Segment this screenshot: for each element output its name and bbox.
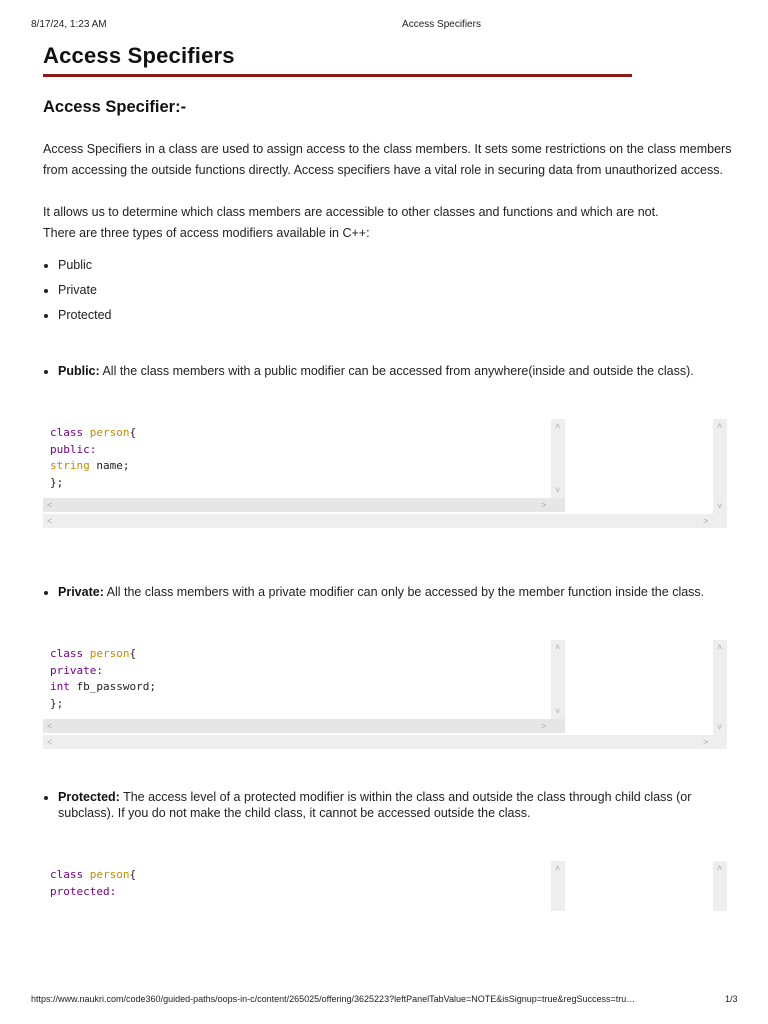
outer-vertical-scrollbar[interactable] [713,419,727,514]
list-item [58,363,733,379]
scroll-left-icon[interactable]: ˂ [47,737,53,747]
scroll-left-icon[interactable]: ˂ [47,500,53,510]
definition-term: Public: [58,364,100,378]
code-brace: { [129,647,137,660]
intro-paragraph: Access Specifiers in a class are used to assign access to the class members. It sets some restrictions on the class members from accessing the outside functions directly. Access specifiers have a vital role in securing data from unauthorized access. [43,142,732,177]
scroll-right-icon[interactable]: ˃ [541,721,547,731]
scroll-up-icon[interactable]: ˄ [555,863,561,873]
code-brace: { [129,426,137,439]
code-member: fb_password; [69,680,156,693]
scroll-down-icon[interactable]: ˅ [717,722,723,732]
definition-term: Private: [58,585,104,599]
code-class-name: person [89,426,130,439]
code-block-public [43,419,727,530]
scroll-down-icon[interactable]: ˅ [555,706,561,716]
scroll-up-icon[interactable]: ˄ [717,863,723,873]
code-area[interactable] [43,861,565,911]
scroll-up-icon[interactable]: ˄ [555,421,561,431]
members-paragraph: It allows us to determine which class members are accessible to other classes and functions and which are not. [43,205,659,219]
scroll-up-icon[interactable]: ˄ [717,421,723,431]
types-list [43,257,733,324]
print-date: 8/17/24, 1:23 AM [31,19,107,30]
code-class-name: person [89,647,130,660]
print-title: Access Specifiers [402,19,481,30]
code-keyword: class [50,868,84,881]
code-area[interactable] [43,640,565,719]
code-block-private [43,640,727,751]
code-block-protected [43,861,727,911]
code-type: int [50,680,70,693]
definition-text: All the class members with a private modifier can only be accessed by the member function inside the class. [103,585,705,599]
code-brace: }; [50,475,64,489]
protected-definition [43,789,733,821]
title-underline [43,74,632,77]
code-type: string [50,459,90,472]
scroll-right-icon[interactable]: ˃ [541,500,547,510]
outer-horizontal-scrollbar[interactable] [43,735,727,749]
public-definition [43,363,733,379]
scroll-down-icon[interactable]: ˅ [717,501,723,511]
page-number: 1/3 [725,994,738,1004]
scroll-up-icon[interactable]: ˄ [555,642,561,652]
code-access: public: [50,442,97,456]
definition-term: Protected: [58,790,120,804]
article [43,43,733,911]
page-title: Access Specifiers [43,43,235,68]
section-heading: Access Specifier:- [43,98,187,116]
definition-text: The access level of a protected modifier is within the class and outside the class through child class (or subclass). If you do not make the child class, it cannot be accessed outside the class. [58,790,692,820]
list-item [58,789,733,821]
code-brace: }; [50,696,64,710]
code-brace: { [129,868,137,881]
print-header [0,19,768,33]
outer-vertical-scrollbar[interactable] [713,640,727,735]
scroll-left-icon[interactable]: ˂ [47,721,53,731]
list-item: • Private [58,282,733,299]
code-class-name: person [89,868,130,881]
inner-horizontal-scrollbar[interactable] [43,498,565,512]
scroll-right-icon[interactable]: ˃ [703,737,709,747]
list-item: • Protected [58,307,733,324]
types-intro: There are three types of access modifiers available in C++: [43,225,370,240]
inner-horizontal-scrollbar[interactable] [43,719,565,733]
scroll-left-icon[interactable]: ˂ [47,516,53,526]
code-access: private: [50,663,103,677]
list-item: • Public [58,257,733,274]
code-member: name; [89,459,130,472]
code-area[interactable] [43,419,565,498]
code-access: protected: [50,884,117,898]
private-definition [43,584,733,600]
code-keyword: class [50,426,84,439]
scroll-right-icon[interactable]: ˃ [703,516,709,526]
scroll-up-icon[interactable]: ˄ [717,642,723,652]
list-item [58,584,733,600]
definition-text: All the class members with a public modifier can be accessed from anywhere(inside and outside the class). [99,364,694,378]
code-keyword: class [50,647,84,660]
outer-horizontal-scrollbar[interactable] [43,514,727,528]
scroll-down-icon[interactable]: ˅ [555,485,561,495]
print-url: https://www.naukri.com/code360/guided-paths/oops-in-c/content/265025/offering/3625223?leftPanelTabValue=NOTE&isSignup=true&regSuccess=tru… [31,994,636,1004]
